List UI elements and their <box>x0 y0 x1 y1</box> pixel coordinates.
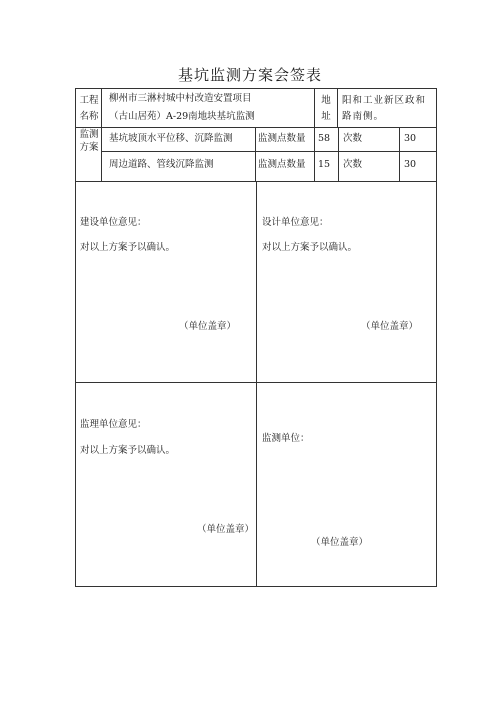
design-opinion-heading: 设计单位意见： <box>262 217 329 228</box>
plan-row-1-times-value: 30 <box>404 133 417 144</box>
construction-opinion-heading: 建设单位意见： <box>80 217 147 228</box>
col-divider-label <box>101 89 102 181</box>
plan-row-1-points-label: 监测点数量 <box>258 133 306 144</box>
plan-row-2-times-value: 30 <box>404 159 417 170</box>
project-name-label: 工程名称 <box>79 95 99 122</box>
plan-row-2-points-value: 15 <box>318 159 331 170</box>
project-name-line2: （古山居苑）A-29南地块基坑监测 <box>109 111 255 122</box>
design-opinion-text: 对以上方案予以确认。 <box>262 242 358 253</box>
construction-opinion-text: 对以上方案予以确认。 <box>80 242 176 253</box>
col-divider-points-value <box>314 127 315 181</box>
col-divider-address-label <box>314 89 315 127</box>
col-divider-address-value <box>337 89 338 127</box>
project-name-line1: 柳州市三淋村城中村改造安置项目 <box>109 93 252 104</box>
monitoring-plan-label: 监测方案 <box>79 129 99 153</box>
plan-row-2-times-label: 次数 <box>343 159 363 170</box>
plan-row-1-points-value: 58 <box>318 133 331 144</box>
supervision-seal: （单位盖章） <box>197 524 255 535</box>
design-seal: （单位盖章） <box>361 321 419 332</box>
col-divider-opinions <box>256 181 257 586</box>
plan-row-2-points-label: 监测点数量 <box>258 159 306 170</box>
address-label: 地址 <box>321 95 331 122</box>
signoff-table <box>75 88 437 587</box>
monitoring-unit-heading: 监测单位： <box>262 433 310 444</box>
row-divider-1 <box>76 127 436 128</box>
construction-seal: （单位盖章） <box>179 321 237 332</box>
plan-row-1-item: 基坑坡顶水平位移、沉降监测 <box>109 133 233 144</box>
monitoring-seal: （单位盖章） <box>311 537 369 548</box>
col-divider-times-value <box>399 127 400 181</box>
supervision-opinion-text: 对以上方案予以确认。 <box>80 445 176 456</box>
supervision-opinion-heading: 监理单位意见： <box>80 419 147 430</box>
address-value: 阳和工业新区政和路南侧。 <box>342 95 427 122</box>
document-title: 基坑监测方案会签表 <box>177 66 322 84</box>
plan-row-2-item: 周边道路、管线沉降监测 <box>109 159 214 170</box>
col-divider-times-label <box>338 127 339 181</box>
col-divider-points-label <box>255 127 256 181</box>
row-divider-2 <box>101 151 436 152</box>
plan-row-1-times-label: 次数 <box>343 133 363 144</box>
